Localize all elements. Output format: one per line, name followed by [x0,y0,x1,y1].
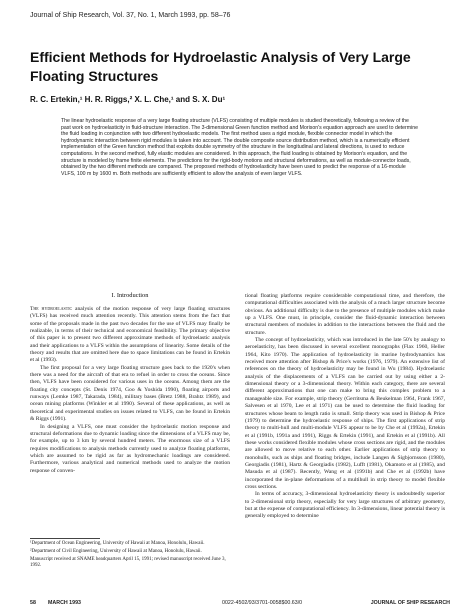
footnotes [30,541,235,571]
page-number: 58 [30,600,36,606]
journal-name: JOURNAL OF SHIP RESEARCH [370,600,450,606]
intro-paragraph-2: The first proposal for a very large floating structure goes back to the 1920's when there was a need for the aircraft of that era to refuel in order to cross the oceans. Since then, VLFS have been considered for various uses in the oceans. Among them are the floating city concepts (St. Denis 1974, Goo & Yoshida 1990), floating airports and runways (Lemke 1987, Takarada, 1984), military bases (Bretz 1988, Brahtz 1989), and ocean mining platforms (Winkler et al 1990). Several of these applications, as well as theoretical and experimental studies on issues related to VLFS, can be found in Ertekin & Riggs (1991). [30,364,230,423]
right-paragraph-2: The concept of hydroelasticity, which was introduced in the late 50's by analogy to aeroelasticity, has been discussed in several excellent monographs (Flax 1960, Heller 1964, Kito 1970). The application of hydroelasticity in marine hydrodynamics has received more attention after Bishop & Price's works (1976, 1979). An extensive list of references on the theory of hydroelasticity may be found in Wu (1984). Hydroelastic analysis of the displacements of a VLFS can be carried out by using either a 2-dimensional theory or a 3-dimensional theory. Within each category, there are several different approximations that one can make to bring this complex problem to a manageable size. For example, strip theory (Gerritsma & Beukelman 1964, Frank 1967, Salvesen et al 1970, Lee et al 1971) can be used to determine the fluid loading for structures whose beam to length ratio is small. Strip theory was used in Bishop & Price (1979) to determine the hydroelastic response of ships. The first applications of strip theory to multi-hull and multi-module VLFS appear to be by Che et al (1992a), Ertekin et al (1991b, 1991a and 1991), Riggs & Ertekin (1991), and Ertekin et al (1991b). All these works considered flexible modules whose cross sections are rigid, and the modules are allowed to move relative to each other. Earlier applications of strip theory to monohulls, such as ships and floating bridges, include Langen & Sigbjornsson (1980), Georgiadis (1981), Hartz & Georgiadis (1982), Lufft (1981), Okamoto et al (1985), and Masuda et al (1987). Recently, Wang et al (1991b) and Che et al (1992b) have incorporated the in-plane deformations of a multihull in strip theory to model flexible cross sections. [245,337,445,490]
article-code: 0022-4502/93/3701-0058$00.63/0 [222,600,303,606]
issue-date: MARCH 1993 [48,600,81,606]
manuscript-note: Manuscript received at SNAME headquarters April 15, 1991; revised manuscript received June 3, 1992. [30,556,226,569]
intro-paragraph-1-body: analysis of the motion response of very large floating structures (VLFS) has received much attention recently. This attention stems from the fact that some of the proposals made in the past two decades for the use of VLFS may finally be realizable, in terms of their technical and economical feasibility. The primary objective of this paper is to present two different approximate methods of hydroelastic analysis and their applications to a VLFS within the assumptions of linearity. Some details of the theory and results that are omitted here due to space limitations can be found in Ertekin et al (1993). [30,306,230,364]
intro-paragraph-1 [30,306,230,365]
right-paragraph-3: In terms of accuracy, 3-dimensional hydroelasticity theory is undoubtedly superior to 2-dimensional strip theory, especially for very large structures of arbitrary geometry, but at the expense of computational efficiency. In 3-dimensions, linear potential theory is generally employed to determine [245,491,445,520]
right-paragraph-1: tional floating platforms require considerable computational time, and therefore, the computational difficulties associated with the analysis of a much larger structure become obvious. An additional difficulty is due to the presence of multiple modules which make up a VLFS. One must, in principle, consider the fluid-dynamic interaction between structural members of modules in addition to the interactions between the fluid and the structure. [245,293,445,336]
footnote-divider [30,538,100,539]
footnote-1: ¹Department of Ocean Engineering, University of Hawaii at Manoa, Honolulu, Hawaii. [30,541,205,546]
page-footer [30,600,450,609]
abstract: The linear hydroelastic response of a very large floating structure (VLFS) consisting of multiple modules is studied theoretically, following a review of the past work on hydroelasticity in fluid-structure interaction. The 3-dimensional Green function method and Morison's equation approach are used to determine the fluid loading in conjunction with two different hydroelastic models. The first method uses a rigid module, flexible connector model in which the hydrodynamic interaction between rigid modules is taken into account. The double composite source distribution method, which is a numerically efficient implementation of the Green function method that exploits double symmetry of the structure in the longitudinal and lateral directions, is used to reduce computations. In the second method, fully elastic modules are considered. In this approach, the fluid loading is obtained by Morison's equation, and the structure is modeled by frame finite elements. The predictions for the rigid-body motions and structural deformations, as well as module-connector loads, obtained by the two different methods are compared. The proposed methods of hydroelasticity have been used to predict the response of a 16-module VLFS, 100 m by 1600 m. Both methods are sufficiently efficient to allow the analysis of even larger VLFS. [61,118,419,177]
right-column [245,293,445,521]
section-heading: I. Introduction [111,292,149,299]
paper-title: Efficient Methods for Hydroelastic Analysis of Very Large Floating Structures [30,49,411,84]
intro-paragraph-3: In designing a VLFS, one must consider the hydroelastic motion response and structural deformations due to dynamic loading since the dimensions of a VLFS may be, for example, up to 3 km by several hundred meters. The enormous size of a VLFS requires modifications to analysis methods currently used to analyze floating platforms, which are assumed to be rigid as far as hydromechanic loadings are considered. Furthermore, various analytical and numerical methods used to analyze the motion response of conven- [30,423,230,474]
journal-reference: Journal of Ship Research, Vol. 37, No. 1, March 1993, pp. 58–76 [30,12,231,19]
footnote-2: ²Department of Civil Engineering, University of Hawaii at Manoa, Honolulu, Hawaii. [30,548,202,554]
lead-in-text: The hydroelastic [30,306,73,312]
left-column [30,292,230,475]
author-list: R. C. Ertekin,¹ H. R. Riggs,² X. L. Che,¹ and S. X. Du¹ [30,95,226,104]
